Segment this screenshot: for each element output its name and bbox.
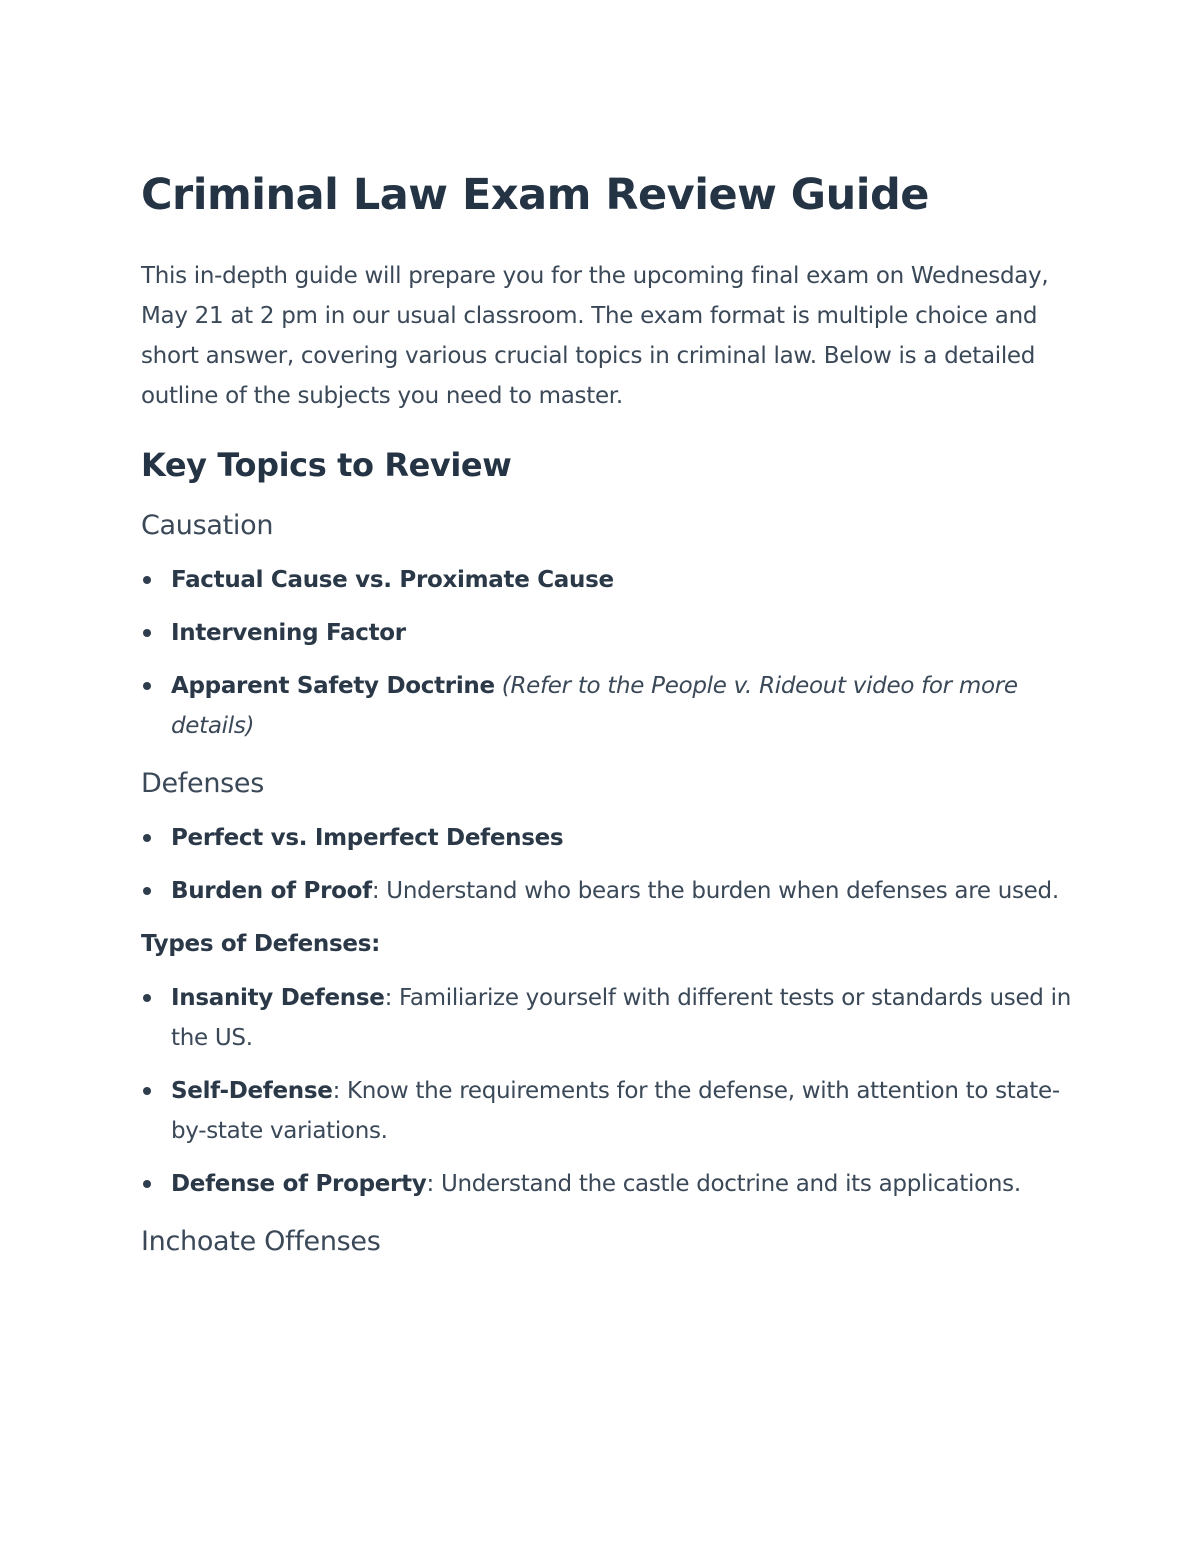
bullet-icon bbox=[143, 887, 151, 895]
list-item bbox=[141, 978, 1071, 1058]
document-title: Criminal Law Exam Review Guide bbox=[141, 170, 929, 220]
item-note: (Refer to the People v. Rideout video for more details) bbox=[171, 673, 1018, 739]
item-term: Defense of Property bbox=[171, 1171, 427, 1197]
list-item bbox=[141, 560, 1071, 600]
item-term: Insanity Defense bbox=[171, 985, 385, 1011]
item-description: : Familiarize yourself with different tests or standards used in the US. bbox=[171, 985, 1071, 1051]
item-description: : Understand the castle doctrine and its applications. bbox=[426, 1171, 1021, 1197]
bullet-icon bbox=[143, 629, 151, 637]
defenses-list bbox=[141, 818, 1071, 911]
bullet-icon bbox=[143, 834, 151, 842]
list-item bbox=[141, 818, 1071, 858]
list-item bbox=[141, 613, 1071, 653]
item-term: Apparent Safety Doctrine bbox=[171, 673, 495, 699]
bullet-icon bbox=[143, 682, 151, 690]
section-heading: Key Topics to Review bbox=[141, 446, 512, 484]
inchoate-offenses-heading: Inchoate Offenses bbox=[141, 1226, 381, 1257]
bullet-icon bbox=[143, 576, 151, 584]
types-of-defenses-heading: Types of Defenses: bbox=[141, 931, 380, 957]
list-item bbox=[141, 1071, 1071, 1151]
item-term: Factual Cause vs. Proximate Cause bbox=[171, 567, 614, 593]
defenses-heading: Defenses bbox=[141, 768, 264, 799]
item-description: : Understand who bears the burden when defenses are used. bbox=[371, 878, 1059, 904]
intro-paragraph: This in-depth guide will prepare you for the upcoming final exam on Wednesday, May 21 at 2 pm in our usual classroom. The exam format is multiple choice and short answer, covering various crucial topics in criminal law. Below is a detailed outline of the subjects you need to master. bbox=[141, 263, 1049, 409]
causation-heading: Causation bbox=[141, 510, 274, 541]
item-term: Burden of Proof bbox=[171, 878, 372, 904]
item-description: : Know the requirements for the defense, with attention to state-by-state variations. bbox=[171, 1078, 1060, 1144]
document-page bbox=[141, 168, 1071, 1262]
types-of-defenses-list bbox=[141, 978, 1071, 1204]
bullet-icon bbox=[143, 1087, 151, 1095]
bullet-icon bbox=[143, 1180, 151, 1188]
list-item bbox=[141, 666, 1071, 746]
list-item bbox=[141, 1164, 1071, 1204]
item-term: Intervening Factor bbox=[171, 620, 406, 646]
list-item bbox=[141, 871, 1071, 911]
item-term: Perfect vs. Imperfect Defenses bbox=[171, 825, 564, 851]
item-term: Self-Defense bbox=[171, 1078, 333, 1104]
causation-list bbox=[141, 560, 1071, 746]
bullet-icon bbox=[143, 994, 151, 1002]
